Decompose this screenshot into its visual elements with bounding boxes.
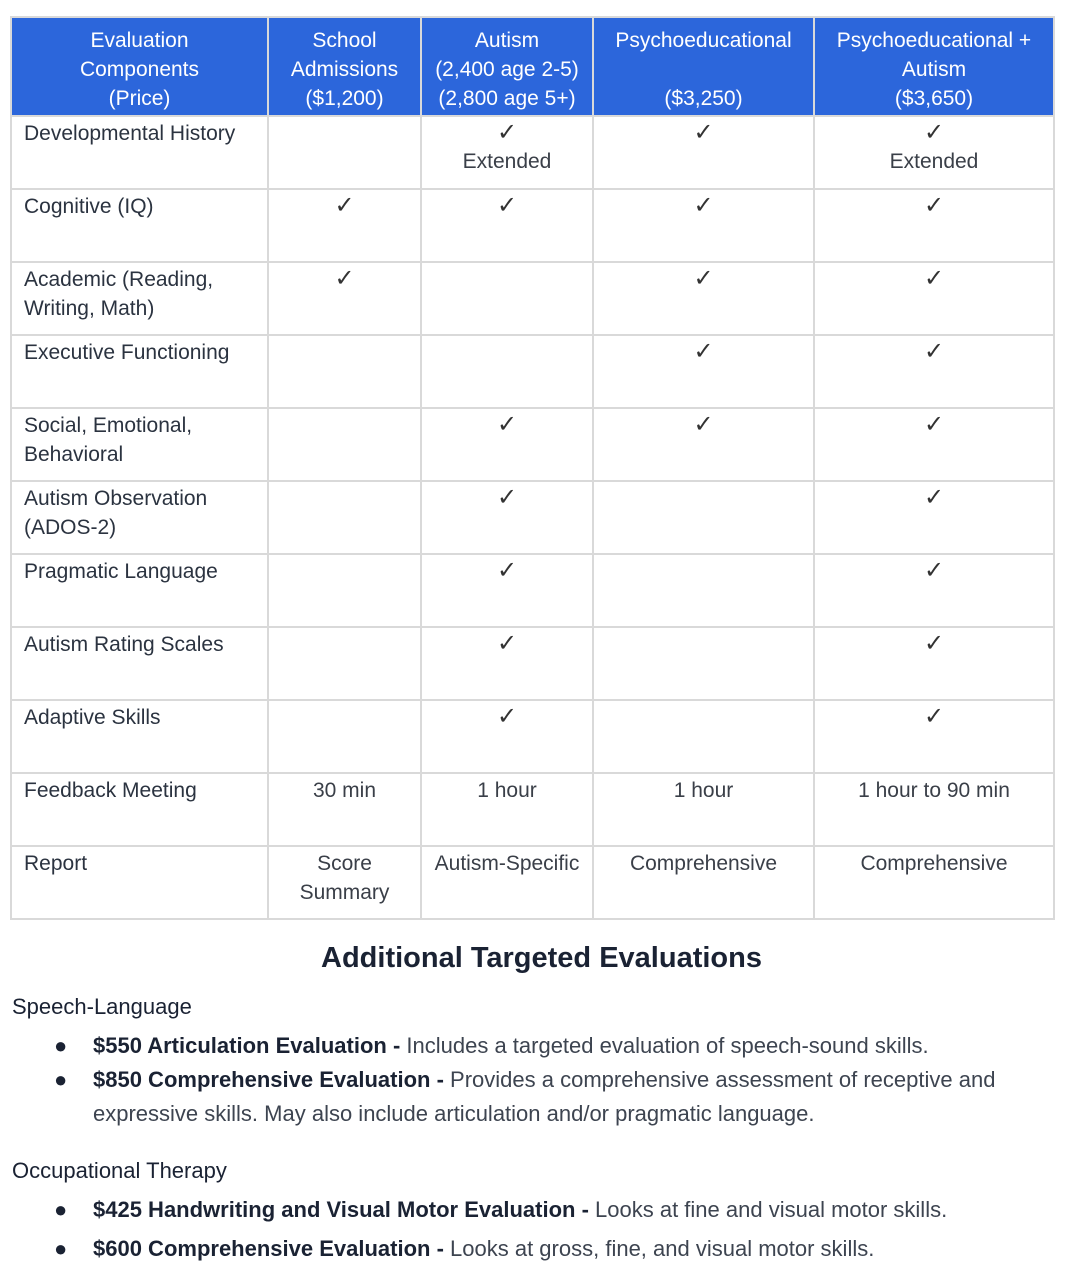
header-evaluation-components xyxy=(11,17,268,116)
checkmark-icon: ✓ xyxy=(923,630,945,657)
checkmark-icon: ✓ xyxy=(693,265,714,292)
list-item xyxy=(54,1232,1054,1266)
checkmark-icon: ✓ xyxy=(693,119,714,146)
table-cell xyxy=(421,627,593,700)
header-line: Autism xyxy=(901,58,967,81)
checkmark-icon: ✓ xyxy=(923,411,945,438)
row-label: Social, Emotional, Behavioral xyxy=(11,408,268,481)
table-cell xyxy=(814,627,1054,700)
item-separator: - xyxy=(430,1067,451,1092)
checkmark-icon: ✓ xyxy=(923,265,945,292)
table-row xyxy=(11,262,1054,335)
header-line xyxy=(596,55,811,84)
table-row xyxy=(11,481,1054,554)
checkmark-icon: ✓ xyxy=(496,630,518,657)
table-cell xyxy=(421,700,593,773)
header-school-admissions xyxy=(268,17,421,116)
checkmark-icon: ✓ xyxy=(496,703,518,730)
table-cell xyxy=(814,773,1054,846)
row-label: Autism Observation (ADOS-2) xyxy=(11,481,268,554)
table-cell xyxy=(268,481,421,554)
list-item xyxy=(54,1063,1054,1131)
item-description: Provides a comprehensive assessment of receptive and expressive skills. May also include articulation and/or pragmatic language. xyxy=(93,1067,996,1126)
cell-text: Extended xyxy=(462,150,552,173)
table-cell xyxy=(268,116,421,189)
row-label: Report xyxy=(11,846,268,919)
table-cell xyxy=(814,116,1054,189)
section-title-occupational-therapy: Occupational Therapy xyxy=(12,1158,227,1183)
table-cell xyxy=(814,700,1054,773)
header-line: School xyxy=(312,29,377,52)
additional-evaluations-title: Additional Targeted Evaluations xyxy=(321,942,762,974)
list-item xyxy=(54,1193,1054,1227)
checkmark-icon: ✓ xyxy=(923,484,945,511)
checkmark-icon: ✓ xyxy=(923,557,945,584)
table-cell xyxy=(421,116,593,189)
table-cell xyxy=(421,262,593,335)
cell-text: 1 hour xyxy=(673,779,734,802)
header-line: (Price) xyxy=(108,87,171,110)
cell-text: 30 min xyxy=(312,779,377,802)
evaluation-components-table xyxy=(10,16,1055,920)
row-label: Academic (Reading, Writing, Math) xyxy=(11,262,268,335)
checkmark-icon: ✓ xyxy=(496,192,518,219)
table-cell xyxy=(421,554,593,627)
checkmark-icon: ✓ xyxy=(693,192,714,219)
table-cell xyxy=(268,627,421,700)
table-cell xyxy=(593,846,814,919)
table-cell xyxy=(421,189,593,262)
table-body xyxy=(11,116,1054,919)
table-cell xyxy=(421,481,593,554)
header-autism xyxy=(421,17,593,116)
table-cell xyxy=(268,189,421,262)
table-row xyxy=(11,116,1054,189)
section-title-speech-language: Speech-Language xyxy=(12,994,192,1019)
list-item xyxy=(54,1029,1054,1063)
bullet-icon: ● xyxy=(54,1067,68,1092)
table-cell xyxy=(421,408,593,481)
table-cell xyxy=(593,627,814,700)
checkmark-icon: ✓ xyxy=(923,703,945,730)
table-cell xyxy=(814,846,1054,919)
table-cell xyxy=(421,773,593,846)
item-description: Includes a targeted evaluation of speech-sound skills. xyxy=(406,1033,929,1058)
checkmark-icon: ✓ xyxy=(693,338,714,365)
table-cell xyxy=(268,262,421,335)
table-cell xyxy=(814,262,1054,335)
table-cell xyxy=(814,481,1054,554)
table-cell xyxy=(593,116,814,189)
item-separator: - xyxy=(430,1236,451,1261)
header-line: (2,400 age 2-5) xyxy=(435,58,579,81)
occupational-therapy-list xyxy=(54,1193,1054,1266)
table-row xyxy=(11,773,1054,846)
checkmark-icon: ✓ xyxy=(496,484,518,511)
table-cell xyxy=(593,481,814,554)
row-label: Cognitive (IQ) xyxy=(11,189,268,262)
checkmark-icon: ✓ xyxy=(496,557,518,584)
table-row xyxy=(11,335,1054,408)
item-separator: - xyxy=(386,1033,407,1058)
checkmark-icon: ✓ xyxy=(923,338,945,365)
table-cell xyxy=(268,846,421,919)
header-line: Psychoeducational + xyxy=(836,29,1032,52)
table-cell xyxy=(593,773,814,846)
table-row xyxy=(11,554,1054,627)
header-line: Autism xyxy=(474,29,540,52)
checkmark-icon: ✓ xyxy=(496,411,518,438)
table-cell xyxy=(814,554,1054,627)
table-row xyxy=(11,846,1054,919)
header-line: (2,800 age 5+) xyxy=(438,87,576,110)
cell-text: 1 hour xyxy=(477,779,537,802)
item-name: $425 Handwriting and Visual Motor Evaluation xyxy=(93,1197,576,1222)
table-row xyxy=(11,408,1054,481)
table-row xyxy=(11,189,1054,262)
header-line: ($1,200) xyxy=(305,87,384,110)
table-header-row xyxy=(11,17,1054,116)
table-cell xyxy=(593,554,814,627)
table-cell xyxy=(814,408,1054,481)
bullet-icon: ● xyxy=(54,1033,68,1058)
cell-text: Comprehensive xyxy=(860,852,1008,875)
header-line: Evaluation xyxy=(90,29,189,52)
table-cell xyxy=(593,335,814,408)
row-label: Developmental History xyxy=(11,116,268,189)
cell-text: Score Summary xyxy=(299,852,390,904)
checkmark-icon: ✓ xyxy=(693,411,714,438)
checkmark-icon: ✓ xyxy=(334,192,355,219)
table-cell xyxy=(593,700,814,773)
row-label: Pragmatic Language xyxy=(11,554,268,627)
item-separator: - xyxy=(575,1197,596,1222)
header-line: Components xyxy=(79,58,200,81)
table-row xyxy=(11,700,1054,773)
checkmark-icon: ✓ xyxy=(334,265,355,292)
bullet-icon: ● xyxy=(54,1197,68,1222)
row-label: Autism Rating Scales xyxy=(11,627,268,700)
row-label: Feedback Meeting xyxy=(11,773,268,846)
header-psychoeducational-autism xyxy=(814,17,1054,116)
cell-text: Comprehensive xyxy=(629,852,778,875)
checkmark-icon: ✓ xyxy=(923,119,945,146)
table-cell xyxy=(268,554,421,627)
table-cell xyxy=(268,408,421,481)
row-label: Executive Functioning xyxy=(11,335,268,408)
checkmark-icon: ✓ xyxy=(923,192,945,219)
table-cell xyxy=(593,189,814,262)
cell-text: Autism-Specific xyxy=(434,852,580,875)
header-line: ($3,650) xyxy=(894,87,974,110)
header-line: ($3,250) xyxy=(664,87,743,110)
item-name: $550 Articulation Evaluation xyxy=(93,1033,387,1058)
table-row xyxy=(11,627,1054,700)
table-cell xyxy=(593,262,814,335)
item-name: $850 Comprehensive Evaluation xyxy=(93,1067,431,1092)
table-cell xyxy=(268,773,421,846)
item-description: Looks at gross, fine, and visual motor skills. xyxy=(450,1236,875,1261)
table-cell xyxy=(593,408,814,481)
cell-text: 1 hour to 90 min xyxy=(858,779,1010,802)
table-cell xyxy=(814,189,1054,262)
table-cell xyxy=(421,846,593,919)
table-cell xyxy=(814,335,1054,408)
checkmark-icon: ✓ xyxy=(496,119,518,146)
bullet-icon: ● xyxy=(54,1236,68,1261)
header-line: Psychoeducational xyxy=(615,29,792,52)
row-label: Adaptive Skills xyxy=(11,700,268,773)
speech-language-list xyxy=(54,1029,1054,1131)
table-cell xyxy=(268,700,421,773)
item-name: $600 Comprehensive Evaluation xyxy=(93,1236,431,1261)
cell-text: Extended xyxy=(889,150,979,173)
header-line: Admissions xyxy=(290,58,399,81)
item-description: Looks at fine and visual motor skills. xyxy=(595,1197,948,1222)
table-cell xyxy=(268,335,421,408)
header-psychoeducational xyxy=(593,17,814,116)
table-cell xyxy=(421,335,593,408)
